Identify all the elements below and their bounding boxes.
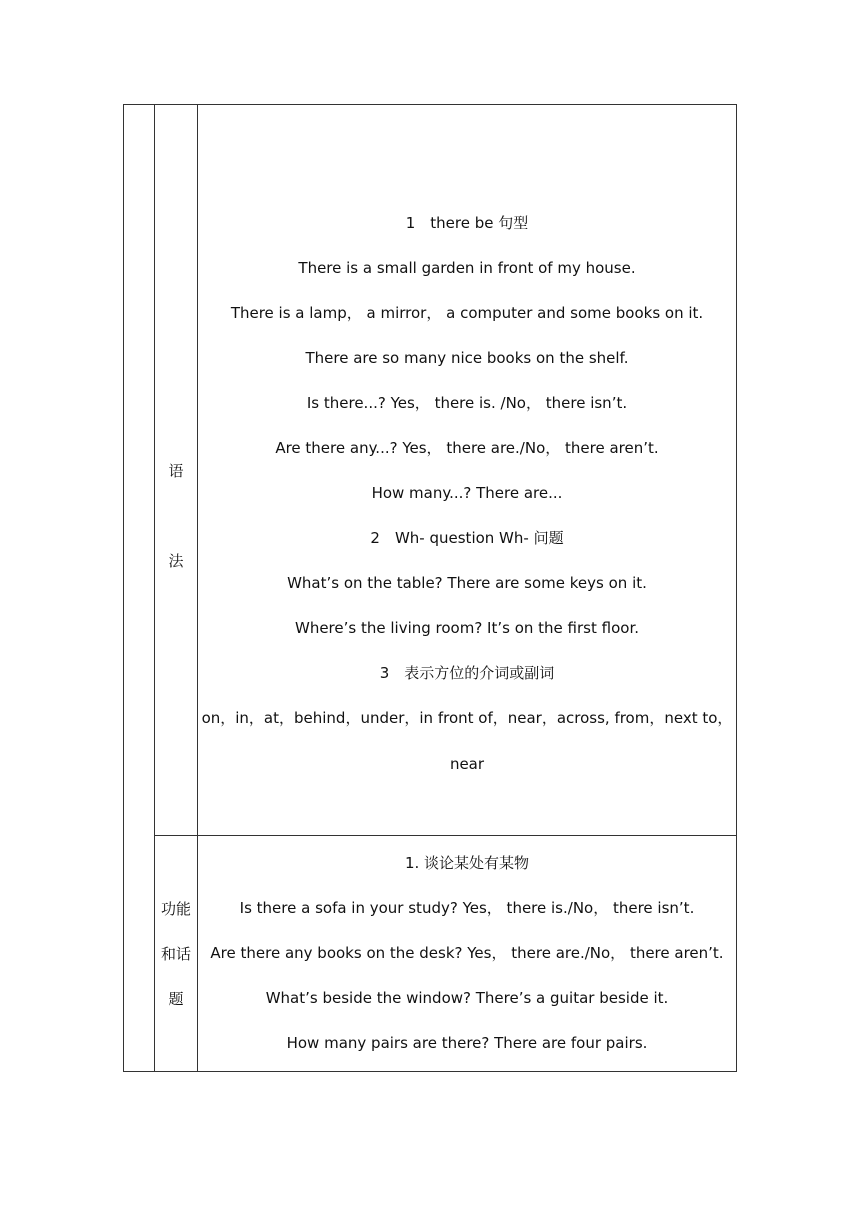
table-border-right <box>736 104 737 1072</box>
functions-heading: 1. 谈论某处有某物 <box>404 854 530 872</box>
grammar-example-line: There are so many nice books on the shelf. <box>305 349 629 367</box>
functions-label-line: 和话 <box>160 945 191 963</box>
grammar-label-line: 语 <box>168 462 184 480</box>
grammar-example-line: Is there...? Yes， there is. /No， there isn’t. <box>306 394 628 412</box>
table-border-top <box>123 104 737 105</box>
functions-example-line: What’s beside the window? There’s a guitar beside it. <box>265 989 669 1007</box>
functions-label-line: 功能 <box>160 900 191 918</box>
grammar-heading-there-be: 1 there be 句型 <box>405 214 529 232</box>
table-row-divider <box>154 835 737 836</box>
grammar-example-line: What’s on the table? There are some keys on it. <box>287 574 647 592</box>
grammar-example-line: Are there any...? Yes， there are./No， there aren’t. <box>275 439 659 457</box>
functions-example-line: How many pairs are there? There are four pairs. <box>286 1034 648 1052</box>
functions-example-line: Is there a sofa in your study? Yes， there is./No， there isn’t. <box>239 899 695 917</box>
grammar-label-line: 法 <box>168 552 184 570</box>
grammar-example-line: There is a lamp， a mirror， a computer and some books on it. <box>230 304 704 322</box>
grammar-example-line: How many...? There are... <box>371 484 563 502</box>
functions-example-line: Are there any books on the desk? Yes， there are./No， there aren’t. <box>210 944 724 962</box>
grammar-prepositions-list: on，in，at，behind，under，in front of，near，across, from，next to， <box>201 709 733 727</box>
grammar-heading-prepositions: 3 表示方位的介词或副词 <box>379 664 555 682</box>
table-border-col1 <box>154 104 155 1072</box>
grammar-example-line: There is a small garden in front of my house. <box>298 259 636 277</box>
functions-label-line: 题 <box>168 990 184 1008</box>
table-border-bottom <box>123 1071 737 1072</box>
table-border-left <box>123 104 124 1072</box>
grammar-prepositions-list-end: near <box>449 755 485 773</box>
grammar-example-line: Where’s the living room? It’s on the first floor. <box>294 619 639 637</box>
grammar-heading-wh-question: 2 Wh- question Wh- 问题 <box>370 529 564 547</box>
